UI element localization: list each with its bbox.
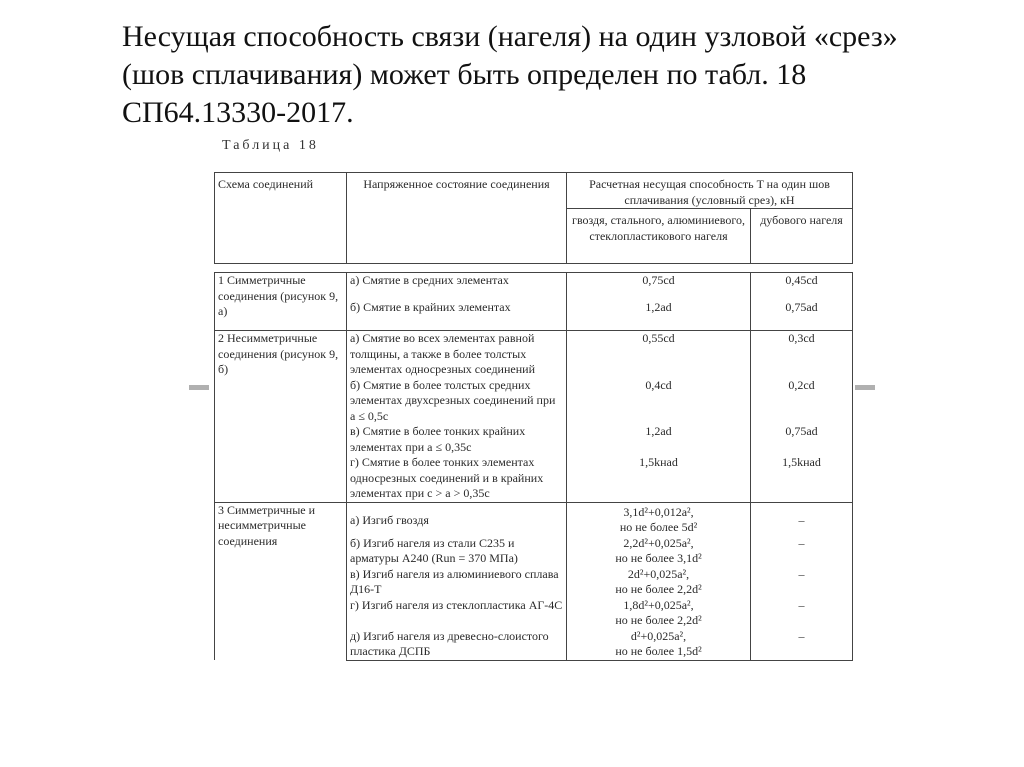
- value-oak: 0,75ad: [751, 424, 853, 455]
- value-nail: [567, 629, 751, 661]
- value-nail-limit: но не более 1,5d²: [615, 644, 702, 658]
- value-nail-limit: но не более 2,2d²: [615, 613, 702, 627]
- scheme-cell: 1 Симметричные соединения (рисунок 9, а): [215, 273, 347, 331]
- title-line-2: (шов сплачивания) может быть определен по табл. 18: [122, 58, 807, 91]
- value-nail: 1,2ad: [567, 295, 751, 331]
- value-nail: 0,75cd: [567, 273, 751, 296]
- value-nail: [567, 502, 751, 536]
- table-row: [215, 273, 853, 296]
- table-row: [215, 502, 853, 536]
- header-oak: дубового нагеля: [751, 209, 853, 264]
- slide-title: [122, 18, 1002, 132]
- value-nail-formula: 3,1d²+0,012a²,: [623, 504, 694, 519]
- table-caption: Таблица 18: [222, 138, 319, 153]
- header-nail: гвоздя, стального, алюминиевого, стеклопластикового нагеля: [567, 209, 751, 264]
- state-cell: б) Изгиб нагеля из стали С235 и арматуры А240 (Run = 370 МПа): [347, 536, 567, 567]
- value-nail: 1,5kнad: [567, 455, 751, 502]
- state-cell: а) Смятие во всех элементах равной толщины, а также в более толстых элементах односрезных соединений: [347, 331, 567, 378]
- table-body: [214, 272, 853, 661]
- state-cell: г) Изгиб нагеля из стеклопластика АГ-4С: [347, 598, 567, 629]
- header-capacity: Расчетная несущая способность T на один шов сплачивания (условный срез), кН: [567, 173, 853, 209]
- right-dash-decoration: [855, 385, 875, 390]
- value-oak: –: [751, 598, 853, 629]
- value-oak: 1,5kнad: [751, 455, 853, 502]
- value-nail-formula: 2,2d²+0,025a²,: [623, 535, 694, 550]
- value-nail: 0,4cd: [567, 378, 751, 425]
- value-nail-formula: 1,8d²+0,025a²,: [623, 597, 694, 612]
- value-oak: 0,2cd: [751, 378, 853, 425]
- value-oak: –: [751, 502, 853, 536]
- value-nail: [567, 598, 751, 629]
- title-line-1: Несущая способность связи (нагеля) на один узловой «срез»: [122, 20, 898, 53]
- state-cell: г) Смятие в более тонких элементах односрезных соединений и в крайних элементах при c > a > 0,35c: [347, 455, 567, 502]
- state-cell: а) Изгиб гвоздя: [347, 502, 567, 536]
- state-cell: б) Смятие в крайних элементах: [347, 295, 567, 331]
- value-oak: 0,3cd: [751, 331, 853, 378]
- value-nail: 1,2ad: [567, 424, 751, 455]
- table-row: [215, 331, 853, 378]
- state-cell: в) Изгиб нагеля из алюминиевого сплава Д16-Т: [347, 567, 567, 598]
- scheme-cell: 3 Симметричные и несимметричные соединения: [215, 502, 347, 660]
- title-line-3: СП64.13330-2017.: [122, 96, 354, 129]
- header-scheme: Схема соединений: [215, 173, 347, 264]
- value-nail-limit: но не более 3,1d²: [615, 551, 702, 565]
- table-header: [214, 172, 853, 264]
- value-nail-formula: 2d²+0,025a²,: [627, 566, 690, 581]
- state-cell: а) Смятие в средних элементах: [347, 273, 567, 296]
- value-oak: 0,75ad: [751, 295, 853, 331]
- value-nail-limit: но не более 2,2d²: [615, 582, 702, 596]
- value-nail-formula: d²+0,025a²,: [630, 628, 687, 643]
- state-cell: д) Изгиб нагеля из древесно-слоистого пластика ДСПБ: [347, 629, 567, 661]
- value-oak: 0,45cd: [751, 273, 853, 296]
- left-dash-decoration: [189, 385, 209, 390]
- header-state: Напряженное состояние соединения: [347, 173, 567, 264]
- value-nail: [567, 536, 751, 567]
- state-cell: в) Смятие в более тонких крайних элементах при a ≤ 0,35c: [347, 424, 567, 455]
- value-oak: –: [751, 536, 853, 567]
- state-cell: б) Смятие в более толстых средних элементах двухсрезных соединений при a ≤ 0,5c: [347, 378, 567, 425]
- value-nail: 0,55cd: [567, 331, 751, 378]
- value-oak: –: [751, 567, 853, 598]
- value-nail-limit: но не более 5d²: [619, 520, 698, 534]
- value-oak: –: [751, 629, 853, 661]
- scheme-cell: 2 Несимметричные соединения (рисунок 9, б): [215, 331, 347, 503]
- value-nail: [567, 567, 751, 598]
